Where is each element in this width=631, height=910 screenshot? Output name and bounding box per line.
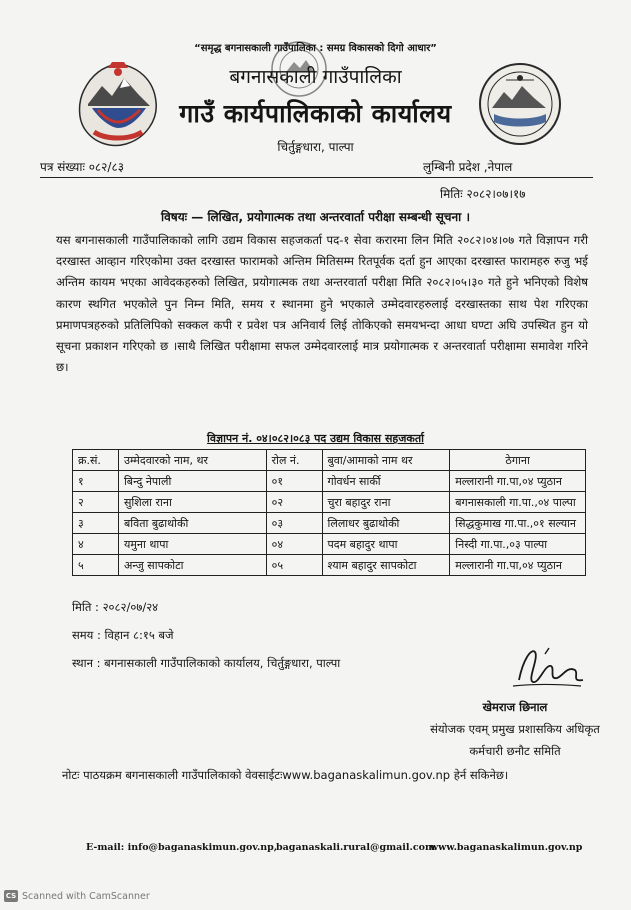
- handwritten-signature: [505, 640, 587, 694]
- signer-title: संयोजक एवम् प्रमुख प्रशासकिय अधिकृत: [430, 722, 600, 736]
- cell-candidate-name: बविता बुढाथोकी: [118, 513, 266, 534]
- cell-roll-no: ०४: [266, 534, 322, 555]
- table-row: [73, 471, 586, 492]
- cell-parent-name: चुरा बहादुर राना: [322, 492, 450, 513]
- exam-date: मिति : २०८२/०७/२४: [72, 600, 159, 614]
- table-row: [73, 492, 586, 513]
- cell-serial: २: [73, 492, 119, 513]
- header-serial: क्र.सं.: [73, 450, 119, 471]
- cell-address: बगनासकाली गा.पा.,०४ पाल्पा: [450, 492, 586, 513]
- cell-address: मल्लारानी गा.पा,०४ प्युठान: [450, 555, 586, 576]
- header-candidate-name: उम्मेदवारको नाम, थर: [118, 450, 266, 471]
- notice-date: मितिः २०८२।०७।१७: [440, 187, 526, 201]
- province: लुम्बिनी प्रदेश ,नेपाल: [423, 160, 513, 174]
- notice-subject: विषयः — लिखित, प्रयोगात्मक तथा अन्तरवार्ता परीक्षा सम्बन्धी सूचना ।: [160, 210, 471, 224]
- table-caption: विज्ञापन नं. ०४।०८२।०८३ पद उद्यम विकास सहजकर्ता: [207, 432, 424, 445]
- notice-body: यस बगनासकाली गाउँपालिकाको लागि उद्यम विकास सहजकर्ता पद-१ सेवा करारमा लिन मिति २०८२।०४।०७ गते विज्ञापन गरी दरखास्त आव्हान गरिएकोमा उक्त दरखास्त फारामको अन्तिम मितिसम्म रितपूर्वक दर्ता हुन आएका दरखास्त फारामहरु रुजु भई अन्तिम कायम भएका आवेदकहरुको लिखित, प्रयोगात्मक तथा अन्तरवार्ता परीक्षा मिति २०८२।०५।३० गते हुने भनिएको विशेष कारण स्थगित भएकोले पुन निम्न मिति, समय र स्थानमा हुने भएकाले उम्मेदवारहरुलाई दरखास्तका साथ पेश गरिएका प्रमाणपत्रहरुको प्रतिलिपिको सक्कल कपी र प्रवेश पत्र अनिवार्य लिई तोकिएको समयभन्दा आधा घण्टा अघि उपस्थित हुन यो सूचना प्रकाशन गरिएको छ ।साथै लिखित परीक्षामा सफल उम्मेदवारलाई मात्र प्रयोगात्मक र अन्तरवार्ता परीक्षामा समावेश गरिने छ।: [56, 233, 588, 375]
- exam-time: समय : विहान ८:१५ बजे: [72, 628, 174, 642]
- table-row: [73, 534, 586, 555]
- cell-parent-name: पदम बहादुर थापा: [322, 534, 450, 555]
- office-address: चिर्तुङ्गधारा, पाल्पा: [277, 140, 354, 154]
- table-row: [73, 513, 586, 534]
- letter-number: पत्र संख्याः ०८२/८३: [40, 160, 124, 174]
- header-divider: [40, 177, 593, 178]
- note-text: नोटः पाठयक्रम बगनासकाली गाउँपालिकाको वेवसाईटःwww.baganaskalimun.gov.np हेर्न सकिनेछ।: [62, 768, 509, 782]
- camscanner-icon: CS: [5, 892, 17, 900]
- scanner-watermark: [4, 890, 150, 902]
- cell-parent-name: लिलाधर बुढाथोकी: [322, 513, 450, 534]
- cell-candidate-name: सुशिला राना: [118, 492, 266, 513]
- header-parent-name: बुवा/आमाको नाम थर: [322, 450, 450, 471]
- motto: “समृद्ध बगनासकाली गाउँपालिका : समग्र विकासको दिगो आधार”: [194, 43, 437, 54]
- signer-name: खेमराज छिनाल: [482, 700, 548, 714]
- cell-address: मल्लारानी गा.पा,०४ प्युठान: [450, 471, 586, 492]
- signer-committee: कर्मचारी छनौट समिति: [469, 744, 561, 758]
- cell-parent-name: गोवर्धन सार्की: [322, 471, 450, 492]
- cell-candidate-name: अन्जु सापकोटा: [118, 555, 266, 576]
- cell-serial: १: [73, 471, 119, 492]
- cell-serial: ५: [73, 555, 119, 576]
- cell-serial: ३: [73, 513, 119, 534]
- cell-roll-no: ०१: [266, 471, 322, 492]
- exam-venue: स्थान : बगनासकाली गाउँपालिकाको कार्यालय, चिर्तुङ्गधारा, पाल्पा: [72, 656, 341, 670]
- cell-address: सिद्धकुमाख गा.पा.,०१ सल्यान: [450, 513, 586, 534]
- table-row: [73, 555, 586, 576]
- footer-website: www.baganaskalimun.gov.np: [430, 842, 583, 853]
- org-name: बगनासकाली गाउँपालिका: [229, 66, 402, 88]
- cell-parent-name: श्याम बहादुर सापकोटा: [322, 555, 450, 576]
- office-name: गाउँ कार्यपालिकाको कार्यालय: [179, 99, 452, 128]
- table-header-row: [73, 450, 586, 471]
- cell-candidate-name: बिन्दु नेपाली: [118, 471, 266, 492]
- cell-roll-no: ०५: [266, 555, 322, 576]
- candidate-table: [72, 449, 586, 576]
- footer-email-2: baganaskali.rural@gmail.com: [276, 842, 435, 853]
- cell-candidate-name: यमुना थापा: [118, 534, 266, 555]
- cell-address: निस्दी गा.पा.,०३ पाल्पा: [450, 534, 586, 555]
- cell-roll-no: ०२: [266, 492, 322, 513]
- cell-roll-no: ०३: [266, 513, 322, 534]
- scanner-text: Scanned with CamScanner: [22, 890, 150, 902]
- header-address: ठेगाना: [450, 450, 586, 471]
- cell-serial: ४: [73, 534, 119, 555]
- header-roll-no: रोल नं.: [266, 450, 322, 471]
- footer-email-1: E-mail: info@baganaskimun.gov.np,: [86, 842, 278, 853]
